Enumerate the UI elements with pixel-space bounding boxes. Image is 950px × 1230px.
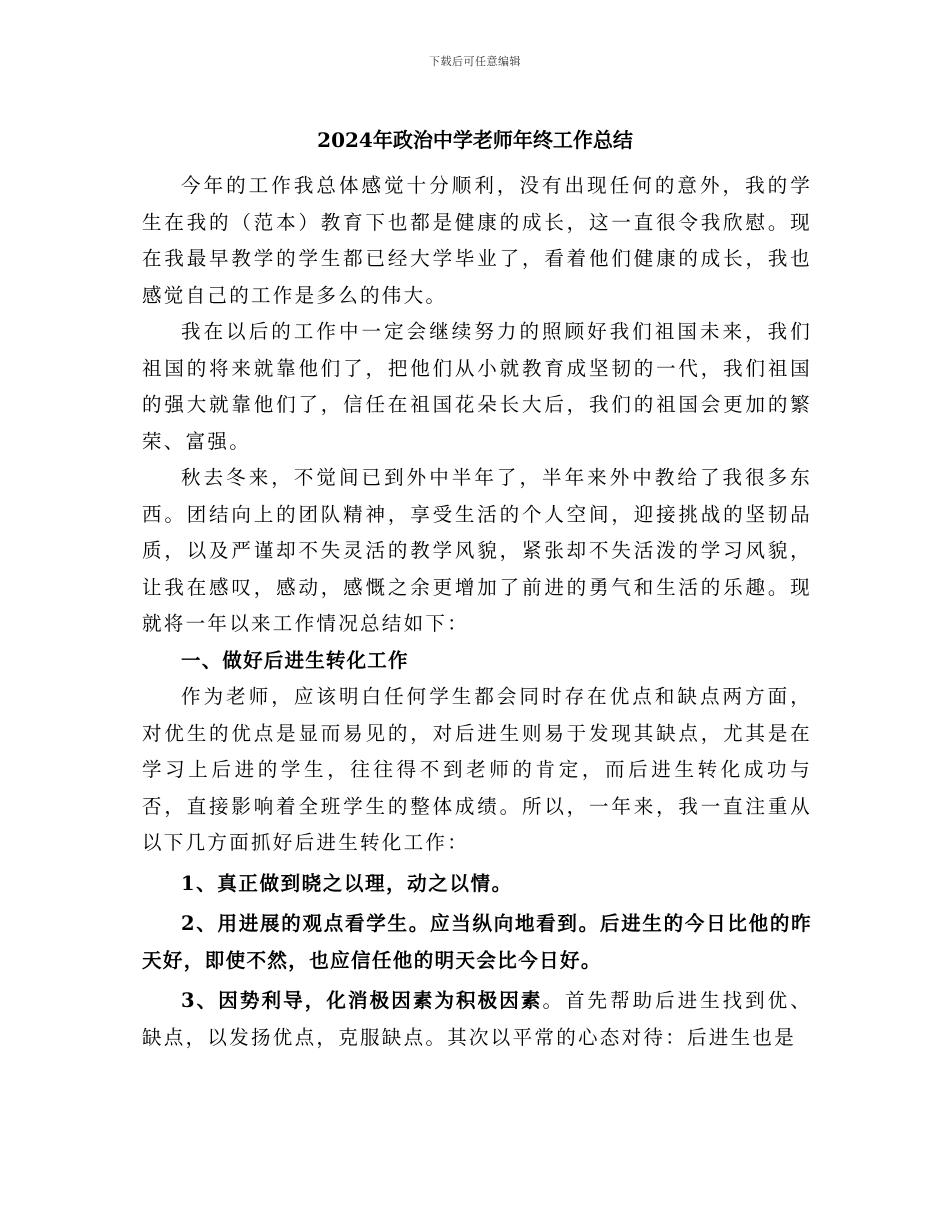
point-3-text: 。首先帮助后进生找到优、缺点，以发扬优点，克服缺点。其次以平常的心态对待：后进生也是 [142, 989, 812, 1049]
section-heading-1: 一、做好后进生转化工作 [181, 648, 409, 672]
document-title: 2024年政治中学老师年终工作总结 [317, 128, 633, 152]
paragraph-3: 秋去冬来，不觉间已到外中半年了，半年来外中教给了我很多东西。团结向上的团队精神，享受生活的个人空间，迎接挑战的坚韧品质，以及严谨却不失灵活的教学风貌，紧张却不失活泼的学习风貌，让我在感叹，感动，感慨之余更增加了前进的勇气和生活的乐趣。现就将一年以来工作情况总结如下： [142, 466, 812, 635]
paragraph-1: 今年的工作我总体感觉十分顺利，没有出现任何的意外，我的学生在我的（范本）教育下也都是健康的成长，这一直很令我欣慰。现在我最早教学的学生都已经大学毕业了，看着他们健康的成长，我也感觉自己的工作是多么的伟大。 [142, 174, 812, 307]
point-3-bold: 3、因势利导，化消极因素为积极因素 [181, 989, 543, 1012]
document-body [142, 168, 812, 1056]
point-1: 1、真正做到晓之以理，动之以情。 [181, 871, 513, 895]
header-note: 下载后可任意编辑 [429, 55, 521, 68]
point-3 [142, 983, 812, 1056]
paragraph-2: 我在以后的工作中一定会继续努力的照顾好我们祖国未来，我们祖国的将来就靠他们了，把他们从小就教育成坚韧的一代，我们祖国的强大就靠他们了，信任在祖国花朵长大后，我们的祖国会更加的繁荣、富强。 [142, 320, 812, 453]
point-2: 2、用进展的观点看学生。应当纵向地看到。后进生的今日比他的昨天好，即使不然，也应信任他的明天会比今日好。 [142, 912, 812, 972]
paragraph-4: 作为老师，应该明白任何学生都会同时存在优点和缺点两方面，对优生的优点是显而易见的，对后进生则易于发现其缺点，尤其是在学习上后进的学生，往往得不到老师的肯定，而后进生转化成功与否，直接影响着全班学生的整体成绩。所以，一年来，我一直注重从以下几方面抓好后进生转化工作： [142, 685, 812, 854]
